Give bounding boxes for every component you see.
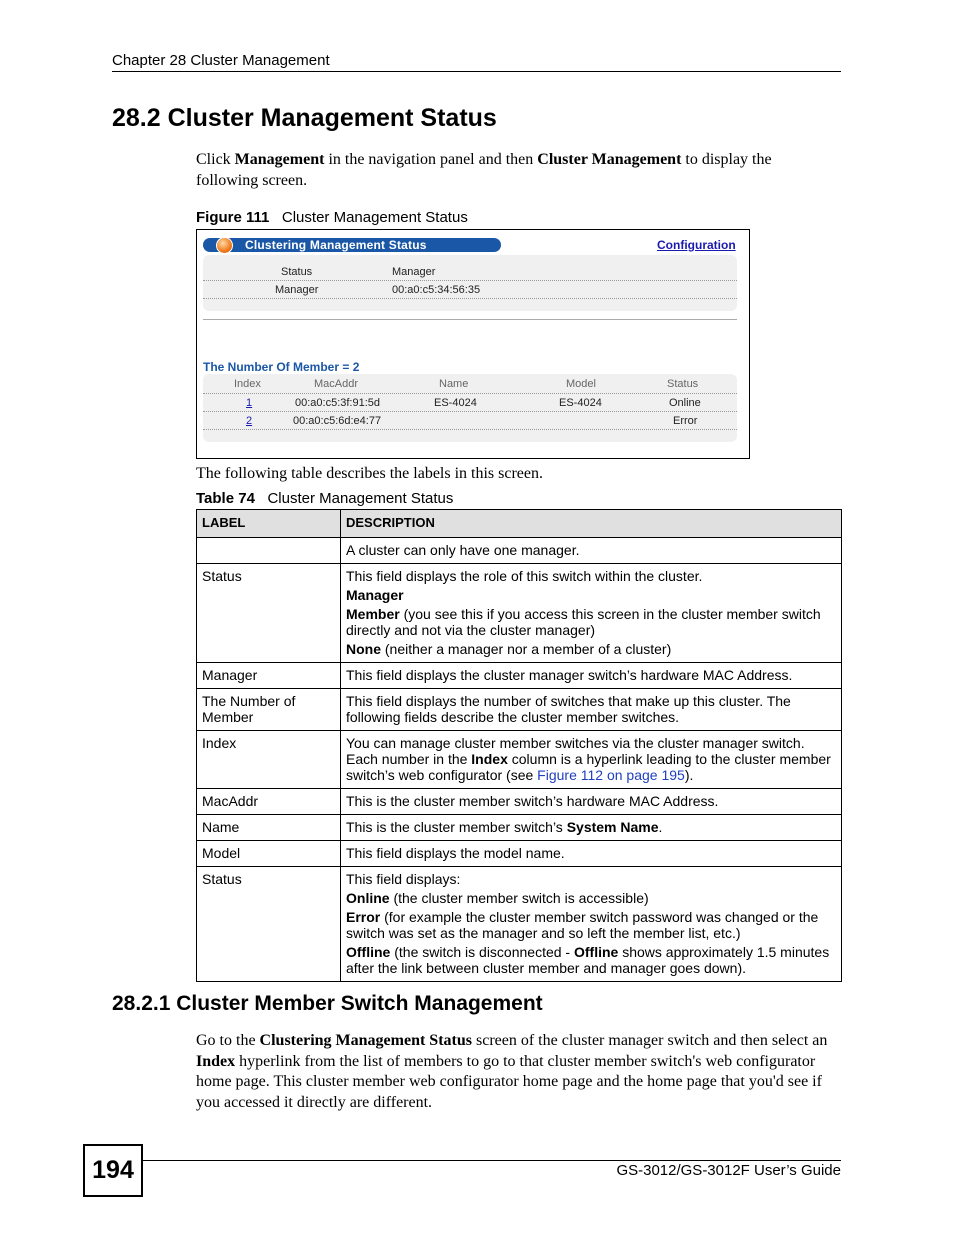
row-label [197,538,341,564]
header-description: DESCRIPTION [341,510,842,538]
screen-title: Clustering Management Status [245,238,427,252]
member-model: ES-4024 [559,397,602,409]
table-row [197,538,842,564]
divider [203,411,737,412]
row-label: Name [197,815,341,841]
table-caption: Table 74 Cluster Management Status [196,490,454,507]
footer-guide-title: GS-3012/GS-3012F User’s Guide [616,1162,841,1179]
member-mac: 00:a0:c5:6d:e4:77 [293,415,382,427]
row-description: This is the cluster member switch’s hardware MAC Address. [341,789,842,815]
row-description: This field displays the role of this switch within the cluster. Manager Member (you see this if you access this screen in the cluster member switch directly and not via the cluster manager) None (neither a manager nor a member of a cluster) [341,564,842,663]
page-number: 194 [83,1144,143,1197]
row-label: Model [197,841,341,867]
row-label: Status [197,564,341,663]
divider [203,429,737,430]
table-row [197,689,842,731]
table-row [197,663,842,689]
intro-paragraph: Click Management in the navigation panel and then Cluster Management to display the following screen. [196,151,772,189]
row-description: This is the cluster member switch’s System Name. [341,815,842,841]
member-count: The Number Of Member = 2 [203,360,360,374]
row-description: This field displays the cluster manager switch’s hardware MAC Address. [341,663,842,689]
member-name: ES-4024 [434,397,477,409]
header-label: LABEL [197,510,341,538]
table-row [197,841,842,867]
subsection-title: 28.2.1 Cluster Member Switch Management [112,992,543,1015]
divider [203,319,737,320]
row-description: You can manage cluster member switches via the cluster manager switch. Each number in the Index column is a hyperlink leading to the cluster member switch’s web configurator (see Figure 112 on page 195). [341,731,842,789]
header-rule [112,71,841,72]
row-label: Index [197,731,341,789]
status-label: Status [281,266,313,278]
row-description: This field displays the number of switches that make up this cluster. The following fields describe the cluster member switches. [341,689,842,731]
manager-label: Manager [275,284,319,296]
table-row [197,731,842,789]
table-intro: The following table describes the labels in this screen. [196,465,544,482]
table-row [197,867,842,982]
divider [203,298,737,299]
column-header-index: Index [234,378,261,390]
manager-value: 00:a0:c5:34:56:35 [392,284,481,296]
member-index-link[interactable]: 1 [246,397,253,409]
column-header-status: Status [667,378,699,390]
figure-screenshot [196,229,750,459]
configuration-link[interactable]: Configuration [657,238,736,252]
figure-caption: Figure 111 Cluster Management Status [196,209,468,226]
table-row [197,815,842,841]
member-index-link[interactable]: 2 [246,415,253,427]
chapter-header: Chapter 28 Cluster Management [112,52,330,69]
status-panel [203,255,737,311]
row-label: Manager [197,663,341,689]
orb-icon [216,237,233,254]
column-header-model: Model [566,378,596,390]
divider [203,393,737,394]
column-header-macaddr: MacAddr [314,378,359,390]
row-label: Status [197,867,341,982]
section-title: 28.2 Cluster Management Status [112,104,497,132]
member-status: Error [673,415,698,427]
column-header-name: Name [439,378,469,390]
member-status: Online [669,397,701,409]
status-value: Manager [392,266,436,278]
table-row [197,789,842,815]
member-mac: 00:a0:c5:3f:91:5d [295,397,381,409]
figure-cross-reference-link[interactable]: Figure 112 on page 195 [537,767,685,783]
table-row [197,564,842,663]
row-description: A cluster can only have one manager. [341,538,842,564]
row-description: This field displays: Online (the cluster member switch is accessible) Error (for example the cluster member switch password was changed or the switch was set as the manager and so left the member list, etc.) Offline (the switch is disconnected - Offline shows approximately 1.5 minutes after the link between cluster member and manager goes down). [341,867,842,982]
body-paragraph: Go to the Clustering Management Status screen of the cluster manager switch and then select an Index hyperlink from the list of members to go to that cluster member switch's web configurator home page. This cluster member web configurator home page and the home page that you'd see if you accessed it directly are different. [196,1032,828,1111]
description-table [196,509,842,982]
row-description: This field displays the model name. [341,841,842,867]
table-header-row [197,510,842,538]
row-label: The Number of Member [197,689,341,731]
footer-rule [141,1160,841,1161]
divider [203,280,737,281]
row-label: MacAddr [197,789,341,815]
